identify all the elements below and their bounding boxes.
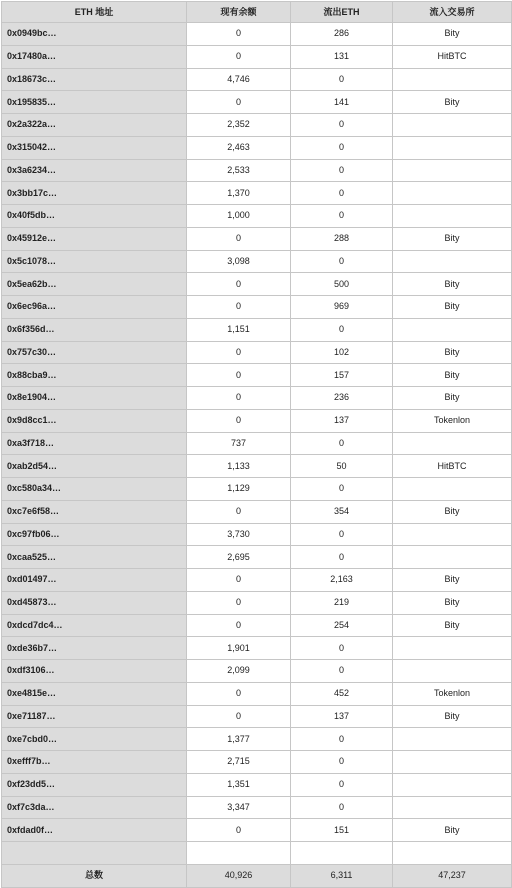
exchange-cell	[393, 68, 512, 91]
outflow-cell: 0	[291, 751, 393, 774]
outflow-cell: 0	[291, 182, 393, 205]
outflow-cell: 0	[291, 318, 393, 341]
outflow-cell: 254	[291, 614, 393, 637]
table-row	[2, 614, 512, 637]
exchange-cell: Bity	[393, 227, 512, 250]
table-row	[2, 68, 512, 91]
table-row	[2, 751, 512, 774]
balance-cell: 1,901	[187, 637, 291, 660]
table-row	[2, 546, 512, 569]
balance-cell: 737	[187, 432, 291, 455]
table-row	[2, 364, 512, 387]
eth-address-cell: 0x315042…	[2, 136, 187, 159]
total-row	[2, 864, 512, 887]
exchange-cell: HitBTC	[393, 455, 512, 478]
exchange-cell: Bity	[393, 296, 512, 319]
outflow-cell: 0	[291, 773, 393, 796]
table-row	[2, 705, 512, 728]
eth-address-cell: 0x5ea62b…	[2, 273, 187, 296]
total-outflow: 6,311	[291, 864, 393, 887]
balance-cell: 1,377	[187, 728, 291, 751]
blank-cell	[291, 842, 393, 865]
balance-cell: 0	[187, 227, 291, 250]
table-row	[2, 45, 512, 68]
eth-address-cell: 0x88cba9…	[2, 364, 187, 387]
balance-cell: 0	[187, 705, 291, 728]
outflow-cell: 500	[291, 273, 393, 296]
exchange-cell: Tokenlon	[393, 409, 512, 432]
balance-cell: 2,695	[187, 546, 291, 569]
exchange-cell	[393, 637, 512, 660]
header-current-balance: 现有余额	[187, 2, 291, 23]
eth-address-cell: 0x3bb17c…	[2, 182, 187, 205]
balance-cell: 0	[187, 91, 291, 114]
eth-address-cell: 0xfdad0f…	[2, 819, 187, 842]
blank-cell	[187, 842, 291, 865]
outflow-cell: 288	[291, 227, 393, 250]
table-row	[2, 660, 512, 683]
eth-address-cell: 0xab2d54…	[2, 455, 187, 478]
outflow-cell: 0	[291, 660, 393, 683]
table-row	[2, 637, 512, 660]
exchange-cell	[393, 523, 512, 546]
table-row	[2, 159, 512, 182]
balance-cell: 3,098	[187, 250, 291, 273]
balance-cell: 0	[187, 500, 291, 523]
exchange-cell	[393, 318, 512, 341]
balance-cell: 0	[187, 819, 291, 842]
exchange-cell: Bity	[393, 819, 512, 842]
exchange-cell: Bity	[393, 569, 512, 592]
outflow-cell: 0	[291, 637, 393, 660]
table-row	[2, 455, 512, 478]
table-row	[2, 23, 512, 46]
balance-cell: 1,129	[187, 478, 291, 501]
table-row	[2, 500, 512, 523]
table-row	[2, 250, 512, 273]
eth-address-cell: 0x6f356d…	[2, 318, 187, 341]
eth-address-cell: 0x17480a…	[2, 45, 187, 68]
exchange-cell: Tokenlon	[393, 682, 512, 705]
outflow-cell: 219	[291, 591, 393, 614]
outflow-cell: 0	[291, 136, 393, 159]
header-row	[2, 2, 512, 23]
balance-cell: 3,730	[187, 523, 291, 546]
exchange-cell: Bity	[393, 591, 512, 614]
header-exchange-inflow: 流入交易所	[393, 2, 512, 23]
balance-cell: 1,351	[187, 773, 291, 796]
table-row	[2, 227, 512, 250]
exchange-cell	[393, 114, 512, 137]
exchange-cell: Bity	[393, 91, 512, 114]
eth-address-cell: 0x0949bc…	[2, 23, 187, 46]
eth-address-cell: 0x2a322a…	[2, 114, 187, 137]
outflow-cell: 452	[291, 682, 393, 705]
outflow-cell: 0	[291, 159, 393, 182]
exchange-cell	[393, 728, 512, 751]
total-label: 总数	[2, 864, 187, 887]
eth-address-cell: 0xefff7b…	[2, 751, 187, 774]
exchange-cell	[393, 250, 512, 273]
eth-address-cell: 0x18673c…	[2, 68, 187, 91]
eth-address-cell: 0x3a6234…	[2, 159, 187, 182]
balance-cell: 2,533	[187, 159, 291, 182]
outflow-cell: 0	[291, 432, 393, 455]
outflow-cell: 131	[291, 45, 393, 68]
table-row	[2, 387, 512, 410]
table-row	[2, 136, 512, 159]
balance-cell: 1,133	[187, 455, 291, 478]
exchange-cell: Bity	[393, 614, 512, 637]
eth-address-cell: 0x45912e…	[2, 227, 187, 250]
balance-cell: 2,099	[187, 660, 291, 683]
exchange-cell: Bity	[393, 387, 512, 410]
exchange-cell: Bity	[393, 23, 512, 46]
eth-address-cell: 0xdcd7dc4…	[2, 614, 187, 637]
outflow-cell: 969	[291, 296, 393, 319]
outflow-cell: 0	[291, 68, 393, 91]
balance-cell: 0	[187, 45, 291, 68]
table-row	[2, 341, 512, 364]
eth-address-cell: 0xc7e6f58…	[2, 500, 187, 523]
blank-row	[2, 842, 512, 865]
eth-address-cell: 0x757c30…	[2, 341, 187, 364]
eth-address-cell: 0x9d8cc1…	[2, 409, 187, 432]
exchange-cell	[393, 182, 512, 205]
balance-cell: 0	[187, 569, 291, 592]
balance-cell: 0	[187, 614, 291, 637]
exchange-cell	[393, 136, 512, 159]
outflow-cell: 354	[291, 500, 393, 523]
balance-cell: 1,000	[187, 205, 291, 228]
outflow-cell: 137	[291, 705, 393, 728]
balance-cell: 0	[187, 296, 291, 319]
outflow-cell: 0	[291, 796, 393, 819]
eth-address-cell: 0xd45873…	[2, 591, 187, 614]
table-row	[2, 205, 512, 228]
exchange-cell: Bity	[393, 500, 512, 523]
table-row	[2, 523, 512, 546]
balance-cell: 0	[187, 409, 291, 432]
eth-address-cell: 0xa3f718…	[2, 432, 187, 455]
table-row	[2, 273, 512, 296]
eth-address-cell: 0xe71187…	[2, 705, 187, 728]
balance-cell: 2,352	[187, 114, 291, 137]
table-row	[2, 318, 512, 341]
table-row	[2, 796, 512, 819]
outflow-cell: 286	[291, 23, 393, 46]
exchange-cell	[393, 660, 512, 683]
table-row	[2, 296, 512, 319]
eth-address-cell: 0xf7c3da…	[2, 796, 187, 819]
table-row	[2, 432, 512, 455]
exchange-cell	[393, 159, 512, 182]
outflow-cell: 50	[291, 455, 393, 478]
eth-address-cell: 0x40f5db…	[2, 205, 187, 228]
table-row	[2, 569, 512, 592]
exchange-cell: Bity	[393, 341, 512, 364]
total-balance: 40,926	[187, 864, 291, 887]
eth-address-table	[1, 1, 512, 888]
exchange-cell	[393, 432, 512, 455]
eth-address-cell: 0xcaa525…	[2, 546, 187, 569]
outflow-cell: 2,163	[291, 569, 393, 592]
table-row	[2, 91, 512, 114]
eth-address-cell: 0x5c1078…	[2, 250, 187, 273]
outflow-cell: 0	[291, 205, 393, 228]
outflow-cell: 151	[291, 819, 393, 842]
outflow-cell: 141	[291, 91, 393, 114]
eth-address-cell: 0xde36b7…	[2, 637, 187, 660]
balance-cell: 1,370	[187, 182, 291, 205]
balance-cell: 0	[187, 273, 291, 296]
balance-cell: 0	[187, 364, 291, 387]
exchange-cell: Bity	[393, 273, 512, 296]
balance-cell: 1,151	[187, 318, 291, 341]
table-row	[2, 819, 512, 842]
outflow-cell: 0	[291, 114, 393, 137]
table-row	[2, 478, 512, 501]
header-eth-address: ETH 地址	[2, 2, 187, 23]
outflow-cell: 0	[291, 523, 393, 546]
eth-address-cell: 0xc97fb06…	[2, 523, 187, 546]
eth-address-cell: 0x8e1904…	[2, 387, 187, 410]
balance-cell: 0	[187, 387, 291, 410]
outflow-cell: 0	[291, 728, 393, 751]
exchange-cell	[393, 796, 512, 819]
exchange-cell	[393, 546, 512, 569]
eth-address-cell: 0x195835…	[2, 91, 187, 114]
table-row	[2, 773, 512, 796]
table-body	[2, 23, 512, 842]
outflow-cell: 102	[291, 341, 393, 364]
exchange-cell	[393, 751, 512, 774]
balance-cell: 2,715	[187, 751, 291, 774]
balance-cell: 3,347	[187, 796, 291, 819]
eth-address-cell: 0xc580a34…	[2, 478, 187, 501]
table-row	[2, 114, 512, 137]
exchange-cell	[393, 205, 512, 228]
exchange-cell: HitBTC	[393, 45, 512, 68]
outflow-cell: 157	[291, 364, 393, 387]
blank-cell	[2, 842, 187, 865]
outflow-cell: 137	[291, 409, 393, 432]
outflow-cell: 0	[291, 250, 393, 273]
eth-address-cell: 0xdf3106…	[2, 660, 187, 683]
eth-address-cell: 0xd01497…	[2, 569, 187, 592]
table-row	[2, 682, 512, 705]
balance-cell: 0	[187, 341, 291, 364]
exchange-cell: Bity	[393, 705, 512, 728]
table-row	[2, 182, 512, 205]
balance-cell: 2,463	[187, 136, 291, 159]
outflow-cell: 236	[291, 387, 393, 410]
balance-cell: 0	[187, 591, 291, 614]
header-outflow-eth: 流出ETH	[291, 2, 393, 23]
outflow-cell: 0	[291, 478, 393, 501]
blank-cell	[393, 842, 512, 865]
eth-address-cell: 0xe7cbd0…	[2, 728, 187, 751]
eth-address-cell: 0xe4815e…	[2, 682, 187, 705]
eth-address-cell: 0xf23dd5…	[2, 773, 187, 796]
exchange-cell: Bity	[393, 364, 512, 387]
exchange-cell	[393, 478, 512, 501]
table-row	[2, 728, 512, 751]
eth-address-cell: 0x6ec96a…	[2, 296, 187, 319]
balance-cell: 0	[187, 682, 291, 705]
exchange-cell	[393, 773, 512, 796]
outflow-cell: 0	[291, 546, 393, 569]
table-row	[2, 591, 512, 614]
balance-cell: 0	[187, 23, 291, 46]
table-row	[2, 409, 512, 432]
total-exchange-inflow: 47,237	[393, 864, 512, 887]
balance-cell: 4,746	[187, 68, 291, 91]
